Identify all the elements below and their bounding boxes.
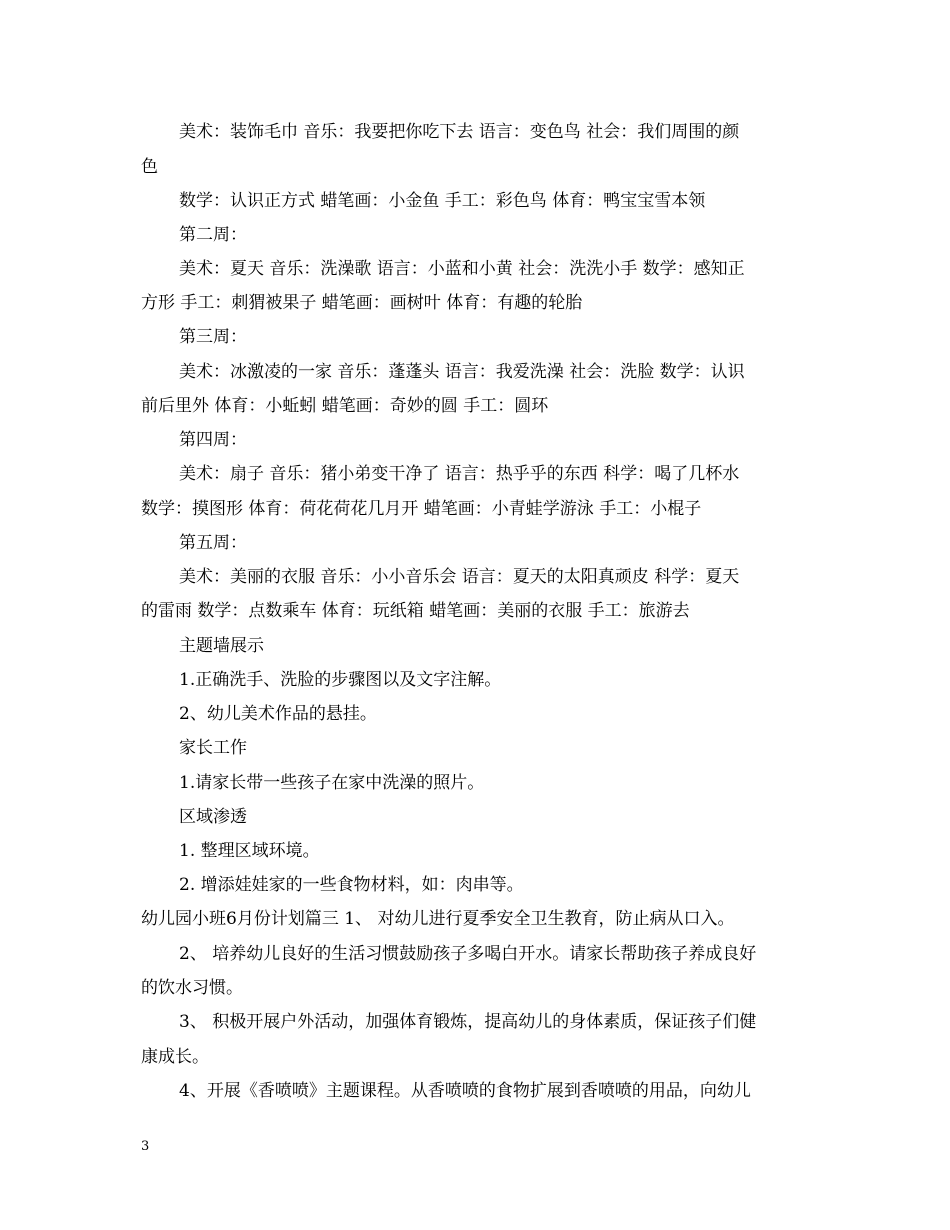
text-line: 美术：美丽的衣服 音乐：小小音乐会 语言：夏天的太阳真顽皮 科学：夏天 xyxy=(179,567,740,587)
list-item: 1. 整理区域环境。 xyxy=(179,841,320,861)
list-item: 1.正确洗手、洗脸的步骤图以及文字注解。 xyxy=(179,670,502,690)
week-heading: 第二周： xyxy=(179,225,247,245)
text-line: 数学：摸图形 体育：荷花荷花几月开 蜡笔画：小青蛙学游泳 手工：小棍子 xyxy=(141,499,702,519)
list-item: 2. 增添娃娃家的一些食物材料，如：肉串等。 xyxy=(179,875,524,895)
text-line: 康成长。 xyxy=(141,1047,209,1067)
page-number: 3 xyxy=(141,1139,150,1154)
list-item: 2、幼儿美术作品的悬挂。 xyxy=(179,704,377,724)
list-item: 1.请家长带一些孩子在家中洗澡的照片。 xyxy=(179,773,485,793)
text-line: 美术：装饰毛巾 音乐：我要把你吃下去 语言：变色鸟 社会：我们周围的颜 xyxy=(179,122,740,142)
text-line: 美术：夏天 音乐：洗澡歌 语言：小蓝和小黄 社会：洗洗小手 数学：感知正 xyxy=(179,259,745,279)
text-line: 前后里外 体育：小蚯蚓 蜡笔画：奇妙的圆 手工：圆环 xyxy=(141,396,549,416)
week-heading: 第三周： xyxy=(179,327,247,347)
text-line: 2、 培养幼儿良好的生活习惯鼓励孩子多喝白开水。请家长帮助孩子养成良好 xyxy=(179,944,757,964)
week-heading: 第四周： xyxy=(179,430,247,450)
text-line: 数学：认识正方式 蜡笔画：小金鱼 手工：彩色鸟 体育：鸭宝宝雪本领 xyxy=(179,191,706,211)
week-heading: 第五周： xyxy=(179,533,247,553)
text-line: 美术：冰激凌的一家 音乐：蓬蓬头 语言：我爱洗澡 社会：洗脸 数学：认识 xyxy=(179,362,745,382)
section-heading: 主题墙展示 xyxy=(179,636,264,656)
text-line: 色 xyxy=(141,157,158,177)
text-line: 美术：扇子 音乐：猪小弟变干净了 语言：热乎乎的东西 科学：喝了几杯水 xyxy=(179,464,740,484)
section-heading: 区域渗透 xyxy=(179,807,247,827)
text-line: 的饮水习惯。 xyxy=(141,978,243,998)
text-line: 幼儿园小班6月份计划篇三 1、 对幼儿进行夏季安全卫生教育，防止病从口入。 xyxy=(141,909,735,929)
section-heading: 家长工作 xyxy=(179,738,247,758)
text-line: 3、 积极开展户外活动，加强体育锻炼，提高幼儿的身体素质，保证孩子们健 xyxy=(179,1012,757,1032)
text-line: 方形 手工：刺猬被果子 蜡笔画：画树叶 体育：有趣的轮胎 xyxy=(141,293,583,313)
text-line: 的雷雨 数学：点数乘车 体育：玩纸箱 蜡笔画：美丽的衣服 手工：旅游去 xyxy=(141,601,690,621)
text-line: 4、开展《香喷喷》主题课程。从香喷喷的食物扩展到香喷喷的用品，向幼儿 xyxy=(179,1081,751,1101)
